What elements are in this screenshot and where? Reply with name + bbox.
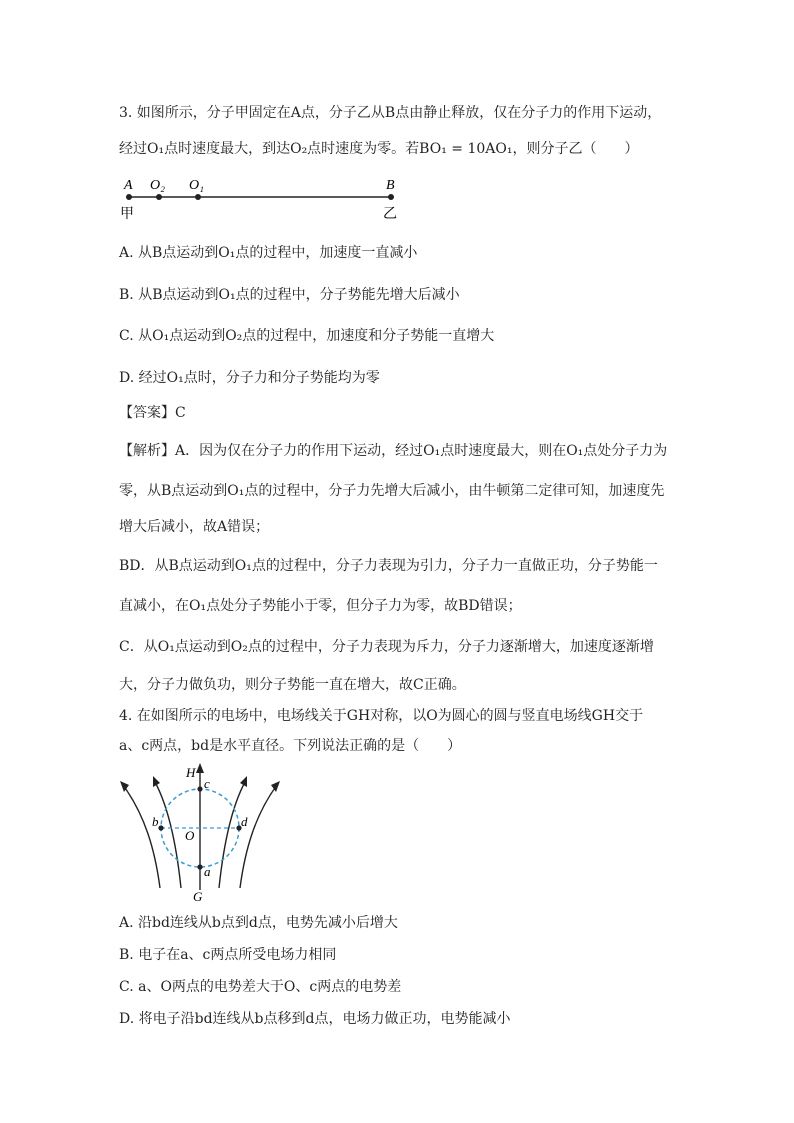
q3-label-A: A [124,178,133,193]
field-line-left-inner [155,782,181,888]
field-line-left-outer-arrow [120,781,129,792]
q3-stem-line2: 经过O₁点时速度最大，到达O₂点时速度为零。若BO₁ = 10AO₁，则分子乙（ ） [119,141,639,157]
field-line-right-inner [219,782,245,888]
q3-option-c: C. 从O₁点运动到O₂点的过程中，加速度和分子势能一直增大 [119,328,495,344]
q3-point-A [126,194,132,200]
q3-label-jia: 甲 [120,206,134,222]
q4-option-a: A. 沿bd连线从b点到d点，电势先减小后增大 [119,915,398,931]
field-line-GH-arrow [196,763,204,773]
q3-point-O2 [156,194,162,200]
q3-label-yi: 乙 [383,206,397,222]
point-a [197,864,202,869]
q3-label-O2: O₂ [150,178,165,193]
label-O: O [185,828,195,843]
q3-answer: 【答案】C [119,405,186,421]
label-a: a [204,864,211,879]
q3-analysis-line7: 大，分子力做负功，则分子势能一直在增大，故C正确。 [119,677,466,693]
field-line-right-outer [240,785,277,888]
label-H: H [186,765,196,780]
q3-option-b: B. 从B点运动到O₁点的过程中，分子势能先增大后减小 [119,287,460,303]
label-G: G [193,889,203,904]
q3-analysis-line4: BD．从B点运动到O₁点的过程中，分子力表现为引力，分子力一直做正功，分子势能一 [119,558,658,574]
field-line-right-outer-arrow [271,781,280,792]
q3-option-d: D. 经过O₁点时，分子力和分子势能均为零 [119,370,380,386]
q3-analysis-line1: 【解析】A．因为仅在分子力的作用下运动，经过O₁点时速度最大，则在O₁点处分子力为 [119,443,668,459]
q3-label-O1: O₁ [189,178,204,193]
q4-option-c: C. a、O两点的电势差大于O、c两点的电势差 [119,979,402,995]
q3-point-O1 [195,194,201,200]
q3-option-a: A. 从B点运动到O₁点的过程中，加速度一直减小 [119,245,418,261]
label-b: b [152,814,159,829]
q4-stem-line2: a、c两点，bd是水平直径。下列说法正确的是（ ） [119,738,462,754]
q3-figure-molecule-line [110,172,420,224]
point-c [197,786,202,791]
q3-analysis-line3: 增大后减小，故A错误； [119,519,270,535]
point-b [158,825,163,830]
q4-figure-electric-field [115,760,285,905]
field-line-left-outer [123,785,160,888]
q4-option-d: D. 将电子沿bd连线从b点移到d点，电场力做正功，电势能减小 [119,1011,511,1027]
q3-analysis-line6: C．从O₁点运动到O₂点的过程中，分子力表现为斥力，分子力逐渐增大，加速度逐渐增 [119,639,654,655]
q3-analysis-line2: 零，从B点运动到O₁点的过程中，分子力先增大后减小，由牛顿第二定律可知，加速度先 [119,483,665,499]
q3-label-B: B [386,178,395,193]
q4-option-b: B. 电子在a、c两点所受电场力相同 [119,947,337,963]
q3-point-B [388,194,394,200]
q3-analysis-line5: 直减小，在O₁点处分子势能小于零，但分子力为零，故BD错误； [119,598,522,614]
q4-stem-line1: 4. 在如图所示的电场中，电场线关于GH对称，以O为圆心的圆与竖直电场线GH交于 [119,708,644,724]
label-d: d [241,814,248,829]
q3-stem-line1: 3. 如图所示，分子甲固定在A点，分子乙从B点由静止释放，仅在分子力的作用下运动， [119,105,662,121]
label-c: c [204,776,210,791]
